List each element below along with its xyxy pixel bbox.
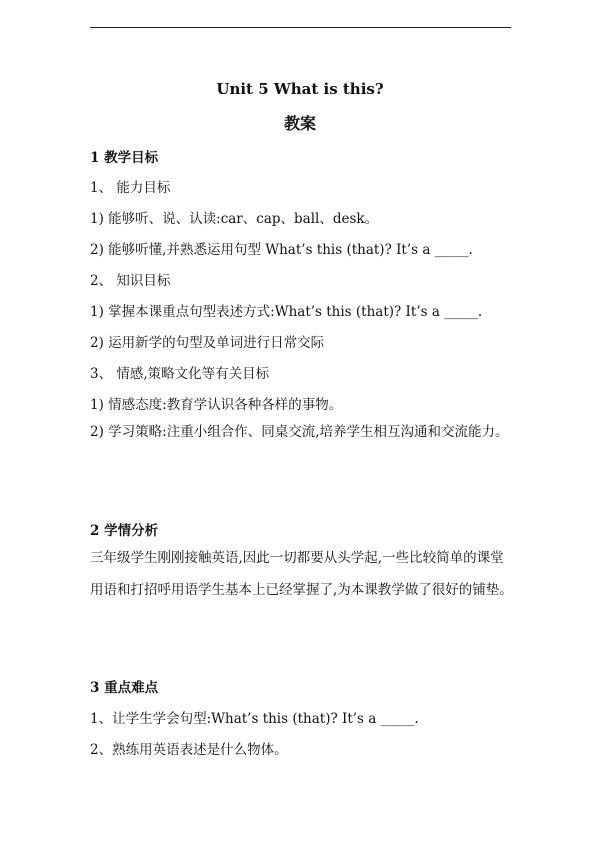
knowledge-item-1: 1) 掌握本课重点句型表述方式:What’s this (that)? It’s a _____.	[90, 304, 483, 320]
ability-heading: 1、 能力目标	[90, 180, 171, 196]
knowledge-heading: 2、 知识目标	[90, 273, 171, 289]
ability-item-2: 2) 能够听懂,并熟悉运用句型 What’s this (that)? It’s a _____.	[90, 242, 473, 258]
section-1-heading: 1 教学目标	[90, 150, 159, 166]
emotion-heading: 3、 情感,策略文化等有关目标	[90, 366, 270, 382]
section-3-item-2: 2、熟练用英语表述是什么物体。	[90, 742, 288, 758]
document-title: Unit 5 What is this?	[216, 80, 384, 98]
section-3-heading: 3 重点难点	[90, 680, 159, 696]
document-subtitle: 教案	[283, 114, 316, 133]
section-2-heading: 2 学情分析	[90, 523, 159, 539]
emotion-item-1: 1) 情感态度:教育学认识各种各样的事物。	[90, 397, 343, 413]
section-2-body: 三年级学生刚刚接触英语,因此一切都要从头学起,一些比较简单的课堂用语和打招呼用语学生基本上已经掌握了,为本课教学做了很好的铺垫。	[90, 550, 513, 598]
knowledge-item-2: 2) 运用新学的句型及单词进行日常交际	[90, 335, 325, 351]
header-rule	[90, 27, 511, 28]
emotion-item-2: 2) 学习策略:注重小组合作、同桌交流,培养学生相互沟通和交流能力。	[90, 424, 509, 440]
section-3-item-1: 1、让学生学会句型:What’s this (that)? It’s a _____.	[90, 711, 419, 727]
ability-item-1: 1) 能够听、说、认读:car、cap、ball、desk。	[90, 211, 379, 227]
